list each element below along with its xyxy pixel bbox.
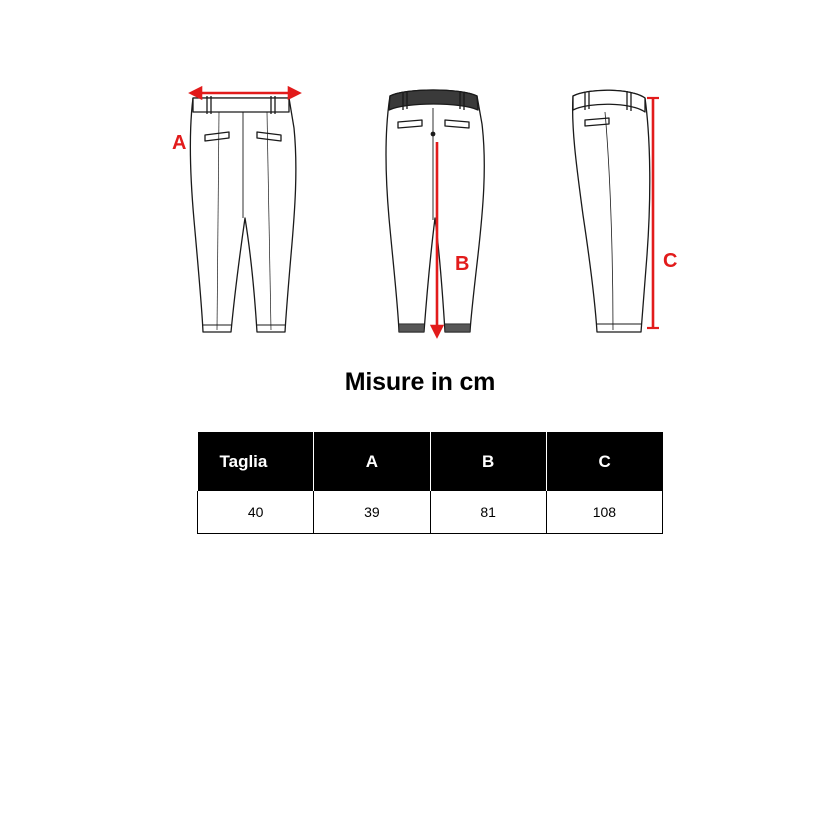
column-header-size: Taglia: [198, 432, 314, 491]
size-table-body: [198, 491, 663, 534]
cell-a: 39: [314, 491, 430, 534]
cell-b: 81: [430, 491, 546, 534]
size-table: [197, 432, 663, 534]
cell-c: 108: [546, 491, 662, 534]
column-header-b: B: [430, 432, 546, 491]
table-row: [198, 491, 663, 534]
column-header-a: A: [314, 432, 430, 491]
trousers-front-view: [165, 50, 345, 355]
trousers-back-view: [365, 50, 525, 355]
measurements-unit-caption: Misure in cm: [344, 368, 496, 396]
table-header-row: [198, 432, 663, 491]
cell-size: 40: [198, 491, 314, 534]
measurement-marker-c: C: [663, 250, 678, 272]
trousers-side-view: [555, 50, 715, 355]
column-header-c: C: [546, 432, 662, 491]
measurement-marker-a: A: [172, 132, 187, 154]
measurement-marker-b: B: [455, 253, 470, 275]
figures-row: [0, 50, 840, 350]
size-table-container: [197, 432, 663, 534]
size-table-header: [198, 432, 663, 491]
